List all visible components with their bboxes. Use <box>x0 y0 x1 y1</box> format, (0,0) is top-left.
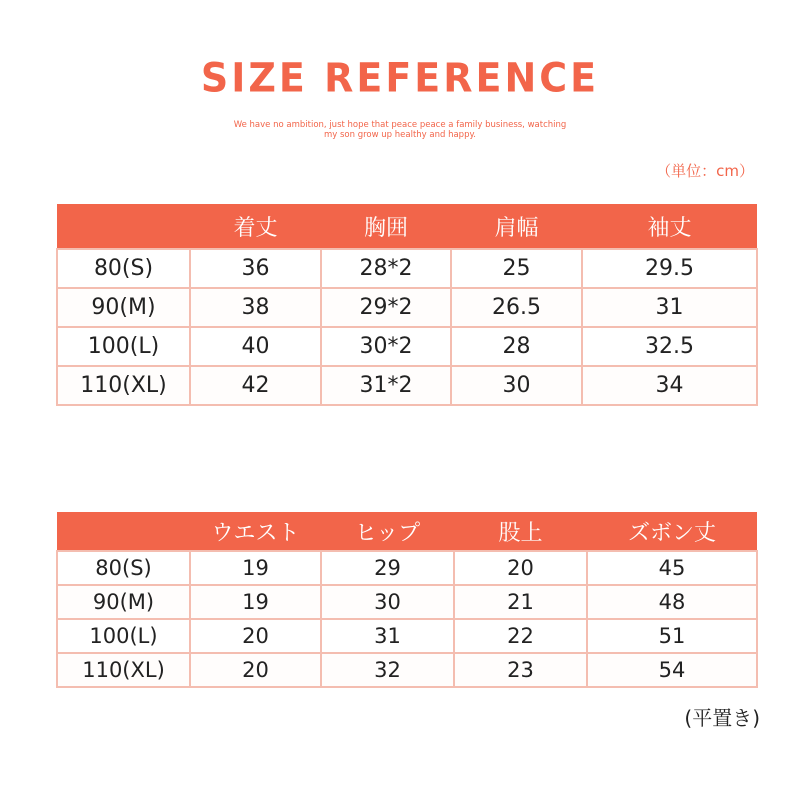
table-cell: 21 <box>454 585 587 619</box>
table-cell: 29*2 <box>321 288 451 327</box>
header-cell-waist: ウエスト <box>190 512 321 551</box>
header-cell-hip: ヒップ <box>321 512 454 551</box>
table-cell: 42 <box>190 366 321 405</box>
header-cell-length: 着丈 <box>190 204 321 249</box>
size-cell: 80(S) <box>57 551 190 585</box>
size-cell: 100(L) <box>57 327 190 366</box>
table-cell: 38 <box>190 288 321 327</box>
header-cell-shoulder: 肩幅 <box>451 204 582 249</box>
table-cell: 30*2 <box>321 327 451 366</box>
measurement-note: (平置き) <box>684 706 760 730</box>
header-cell-rise: 股上 <box>454 512 587 551</box>
size-cell: 110(XL) <box>57 366 190 405</box>
size-cell: 90(M) <box>57 585 190 619</box>
table-cell: 34 <box>582 366 757 405</box>
page-subtitle <box>200 120 600 140</box>
table-cell: 23 <box>454 653 587 687</box>
table-cell: 31 <box>321 619 454 653</box>
table-cell: 19 <box>190 585 321 619</box>
table-cell: 20 <box>190 619 321 653</box>
header-cell-sleeve: 袖丈 <box>582 204 757 249</box>
table-row <box>57 327 757 366</box>
header-cell-size <box>57 512 190 551</box>
table-row <box>57 551 757 585</box>
table-cell: 51 <box>587 619 757 653</box>
page-title: SIZE REFERENCE <box>200 54 600 102</box>
size-cell: 110(XL) <box>57 653 190 687</box>
table-row <box>57 288 757 327</box>
table-cell: 25 <box>451 249 582 288</box>
table-cell: 45 <box>587 551 757 585</box>
table-header-row <box>57 512 757 551</box>
subtitle-line-2: my son grow up healthy and happy. <box>323 130 476 140</box>
header-cell-pants-length: ズボン丈 <box>587 512 757 551</box>
table-cell: 19 <box>190 551 321 585</box>
table-cell: 26.5 <box>451 288 582 327</box>
table-cell: 28*2 <box>321 249 451 288</box>
header-cell-chest: 胸囲 <box>321 204 451 249</box>
table-row <box>57 585 757 619</box>
table-cell: 32.5 <box>582 327 757 366</box>
size-cell: 90(M) <box>57 288 190 327</box>
table-cell: 48 <box>587 585 757 619</box>
size-cell: 100(L) <box>57 619 190 653</box>
table-cell: 20 <box>454 551 587 585</box>
table-cell: 29 <box>321 551 454 585</box>
top-size-table <box>56 204 758 406</box>
table-cell: 32 <box>321 653 454 687</box>
subtitle-line-1: We have no ambition, just hope that peace peace a family business, watching <box>233 120 567 130</box>
table-row <box>57 619 757 653</box>
table-cell: 40 <box>190 327 321 366</box>
unit-label: （単位：cm） <box>656 162 754 180</box>
size-cell: 80(S) <box>57 249 190 288</box>
table-row <box>57 249 757 288</box>
table-header-row <box>57 204 757 249</box>
bottom-size-table <box>56 512 758 688</box>
header-cell-size <box>57 204 190 249</box>
table-cell: 20 <box>190 653 321 687</box>
table-cell: 31 <box>582 288 757 327</box>
table-cell: 54 <box>587 653 757 687</box>
table-row <box>57 366 757 405</box>
table-cell: 30 <box>321 585 454 619</box>
table-cell: 31*2 <box>321 366 451 405</box>
table-cell: 29.5 <box>582 249 757 288</box>
table-cell: 28 <box>451 327 582 366</box>
table-cell: 30 <box>451 366 582 405</box>
table-row <box>57 653 757 687</box>
table-cell: 22 <box>454 619 587 653</box>
table-cell: 36 <box>190 249 321 288</box>
